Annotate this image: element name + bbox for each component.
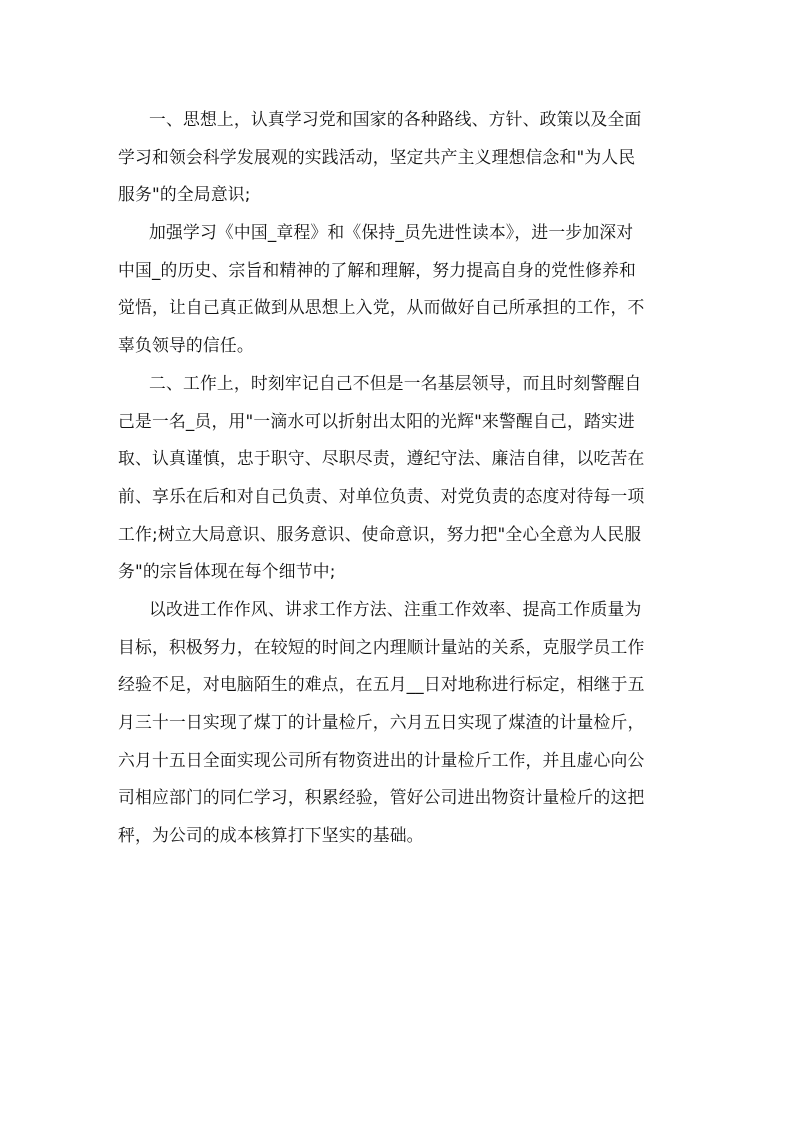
- document-body: [118, 101, 676, 855]
- text-line: 学习和领会科学发展观的实践活动，坚定共产主义理想信念和"为人民: [118, 146, 636, 167]
- text-line: 己是一名_员，用"一滴水可以折射出太阳的光辉"来警醒自己，踏实进: [118, 410, 635, 431]
- paragraph-improvement: [118, 591, 676, 855]
- text-line: 加强学习《中国_章程》和《保持_员先进性读本》，进一步加深对: [149, 222, 634, 243]
- text-line: 秤，为公司的成本核算打下坚实的基础。: [118, 825, 424, 846]
- text-line: 经验不足，对电脑陌生的难点，在五月__日对地称进行标定，相继于五: [118, 674, 645, 695]
- text-line: 工作;树立大局意识、服务意识、使命意识，努力把"全心全意为人民服: [118, 523, 642, 544]
- text-line: 以改进工作作风、讲求工作方法、注重工作效率、提高工作质量为: [149, 598, 642, 619]
- text-line: 觉悟，让自己真正做到从思想上入党，从而做好自己所承担的工作，不: [118, 297, 645, 318]
- text-line: 二、工作上，时刻牢记自己不但是一名基层领导，而且时刻警醒自: [149, 372, 642, 393]
- text-line: 司相应部门的同仁学习，积累经验，管好公司进出物资计量检斤的这把: [118, 787, 645, 808]
- text-line: 取、认真谨慎，忠于职守、尽职尽责，遵纪守法、廉洁自律，以吃苦在: [118, 448, 645, 469]
- text-line: 目标，积极努力，在较短的时间之内理顺计量站的关系，克服学员工作: [118, 636, 645, 657]
- paragraph-study: [118, 214, 676, 365]
- text-line: 务"的宗旨体现在每个细节中;: [118, 561, 336, 582]
- text-line: 一、思想上，认真学习党和国家的各种路线、方针、政策以及全面: [149, 109, 642, 129]
- text-line: 六月十五日全面实现公司所有物资进出的计量检斤工作，并且虚心向公: [118, 749, 645, 770]
- paragraph-ideology: [118, 101, 676, 214]
- paragraph-work: [118, 365, 676, 591]
- text-line: 服务"的全局意识;: [118, 184, 251, 205]
- text-line: 中国_的历史、宗旨和精神的了解和理解，努力提高自身的党性修养和: [118, 259, 637, 280]
- text-line: 前、享乐在后和对自己负责、对单位负责、对党负责的态度对待每一项: [118, 485, 645, 506]
- text-line: 月三十一日实现了煤丁的计量检斤，六月五日实现了煤渣的计量检斤，: [118, 712, 645, 732]
- text-line: 辜负领导的信任。: [118, 335, 254, 356]
